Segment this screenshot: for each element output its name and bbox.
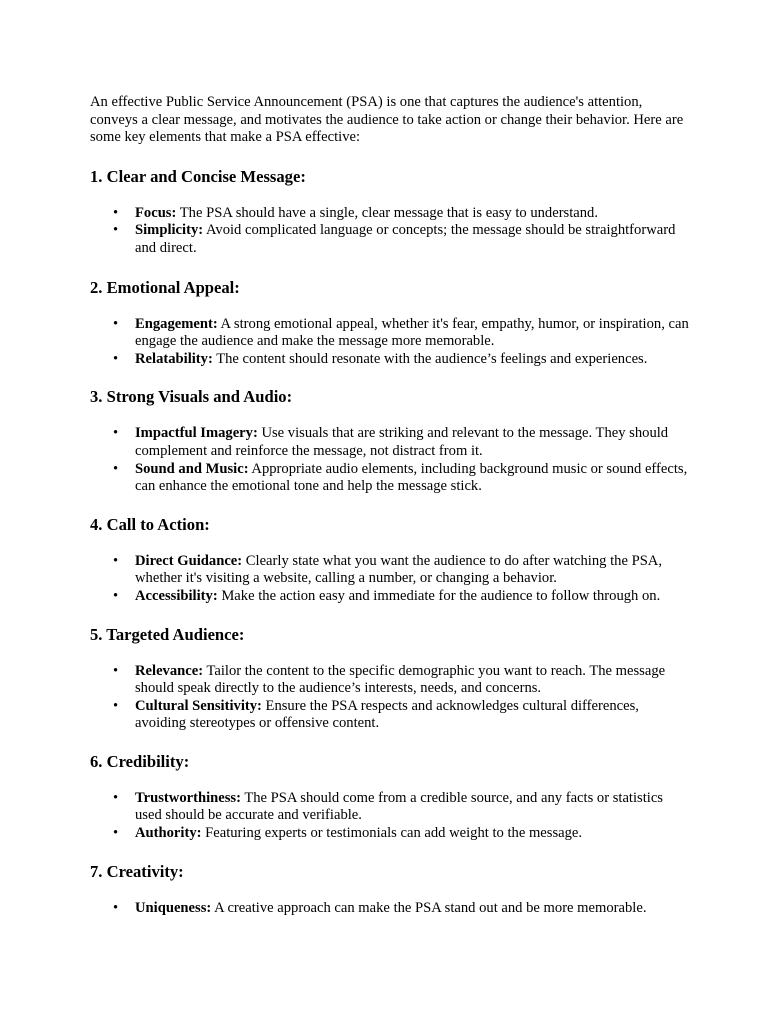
list-item (90, 425, 690, 460)
list-item-text: Make the action easy and immediate for the audience to follow through on. (217, 587, 661, 604)
section-heading: 3. Strong Visuals and Audio: (90, 387, 293, 407)
bullet-list (90, 663, 690, 733)
bullet-icon: • (113, 789, 119, 806)
bullet-list (90, 425, 690, 495)
list-item-term: Cultural Sensitivity: (135, 697, 262, 714)
list-item (90, 825, 690, 843)
sections-container (90, 167, 690, 917)
list-item (90, 588, 690, 606)
section-heading: 7. Creativity: (90, 861, 184, 881)
bullet-icon: • (113, 350, 119, 367)
list-item-text: Featuring experts or testimonials can add weight to the message. (201, 825, 583, 842)
bullet-icon: • (113, 315, 119, 332)
bullet-icon: • (113, 825, 119, 842)
list-item-term: Simplicity: (135, 222, 204, 239)
bullet-list (90, 900, 690, 918)
list-item-term: Relatability: (135, 350, 213, 367)
list-item (90, 900, 690, 918)
list-item-term: Impactful Imagery: (135, 425, 258, 442)
section-5 (90, 625, 690, 733)
list-item-term: Uniqueness: (135, 899, 212, 916)
section-heading: 6. Credibility: (90, 751, 190, 771)
list-item (90, 663, 690, 698)
list-item-term: Authority: (135, 825, 202, 842)
bullet-icon: • (113, 552, 119, 569)
bullet-icon: • (113, 425, 119, 442)
bullet-icon: • (113, 899, 119, 916)
intro-paragraph: An effective Public Service Announcement (PSA) is one that captures the audience's attention, conveys a clear message, and motivates the audience to take action or change their behavior. Here are some key elements that make a PSA effective: (90, 94, 684, 146)
list-item-term: Direct Guidance: (135, 552, 243, 569)
list-item (90, 790, 690, 825)
list-item-text: Avoid complicated language or concepts; the message should be straightforward and direct. (135, 222, 676, 256)
bullet-icon: • (113, 662, 119, 679)
document-body (90, 94, 690, 917)
bullet-list (90, 790, 690, 843)
list-item-text: Appropriate audio elements, including background music or sound effects, can enhance the emotional tone and help the message stick. (135, 460, 688, 495)
list-item-text: Tailor the content to the specific demographic you want to reach. The message should speak directly to the audience’s interests, needs, and concerns. (135, 662, 666, 697)
bullet-list (90, 553, 690, 606)
section-3 (90, 387, 690, 495)
list-item-term: Trustworthiness: (135, 789, 241, 806)
list-item-text: Ensure the PSA respects and acknowledges cultural differences, avoiding stereotypes or offensive content. (135, 697, 639, 732)
list-item-text: The PSA should have a single, clear message that is easy to understand. (176, 204, 599, 221)
list-item-text: The PSA should come from a credible source, and any facts or statistics used should be accurate and verifiable. (135, 789, 663, 824)
list-item-text: Use visuals that are striking and relevant to the message. They should complement and reinforce the message, not distract from it. (135, 425, 669, 459)
section-4 (90, 515, 690, 606)
bullet-list (90, 316, 690, 369)
section-1 (90, 167, 690, 258)
list-item (90, 553, 690, 588)
list-item (90, 205, 690, 223)
list-item (90, 698, 690, 733)
section-heading: 5. Targeted Audience: (90, 624, 245, 644)
list-item (90, 222, 690, 257)
bullet-icon: • (113, 460, 119, 477)
section-6 (90, 752, 690, 843)
list-item-text: A strong emotional appeal, whether it's fear, empathy, humor, or inspiration, can engage the audience and make the message more memorable. (135, 315, 689, 350)
bullet-icon: • (113, 697, 119, 714)
list-item (90, 316, 690, 351)
section-heading: 1. Clear and Concise Message: (90, 166, 306, 186)
section-7 (90, 862, 690, 918)
list-item (90, 351, 690, 369)
bullet-list (90, 205, 690, 258)
bullet-icon: • (113, 587, 119, 604)
section-heading: 4. Call to Action: (90, 514, 210, 534)
bullet-icon: • (113, 222, 119, 239)
list-item-text: A creative approach can make the PSA stand out and be more memorable. (211, 899, 647, 916)
list-item-text: Clearly state what you want the audience to do after watching the PSA, whether it's visiting a website, calling a number, or changing a behavior. (135, 552, 662, 587)
list-item-text: The content should resonate with the audience’s feelings and experiences. (212, 350, 648, 367)
bullet-icon: • (113, 204, 119, 221)
list-item-term: Engagement: (135, 315, 218, 332)
list-item (90, 461, 690, 496)
section-2 (90, 278, 690, 369)
list-item-term: Accessibility: (135, 587, 218, 604)
list-item-term: Relevance: (135, 662, 204, 679)
section-heading: 2. Emotional Appeal: (90, 277, 240, 297)
list-item-term: Sound and Music: (135, 460, 249, 477)
list-item-term: Focus: (135, 204, 177, 221)
